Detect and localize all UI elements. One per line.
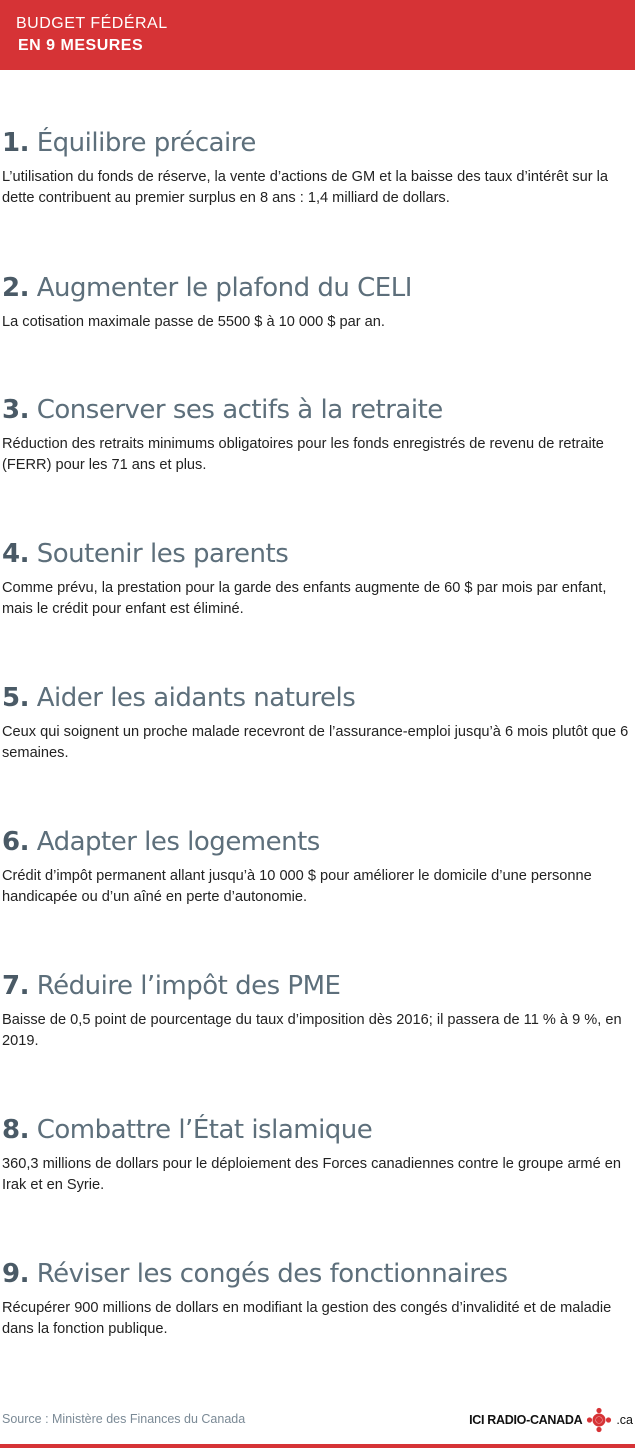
header-subtitle: EN 9 MESURES xyxy=(18,37,144,54)
measure-item-1 xyxy=(2,128,630,209)
measure-title xyxy=(2,128,630,158)
measure-number: 9. xyxy=(2,1259,29,1289)
source-note: Source : Ministère des Finances du Canada xyxy=(2,1412,246,1426)
measure-item-6 xyxy=(2,827,630,908)
header-banner xyxy=(0,0,635,70)
measure-item-3 xyxy=(2,395,630,476)
measure-title-text: Soutenir les parents xyxy=(36,539,289,569)
header-title: BUDGET FÉDÉRAL xyxy=(16,15,168,32)
logo-text: ICI RADIO-CANADA xyxy=(469,1413,583,1427)
measure-description: Baisse de 0,5 point de pourcentage du taux d’imposition dès 2016; il passera de 11 % à 9 %, en 2019. xyxy=(2,1012,622,1049)
measure-title-text: Augmenter le plafond du CELI xyxy=(36,273,412,303)
measure-number: 5. xyxy=(2,683,29,713)
measure-description: Réduction des retraits minimums obligatoires pour les fonds enregistrés de revenu de retraite (FERR) pour les 71 ans et plus. xyxy=(2,436,604,473)
measure-item-9 xyxy=(2,1259,630,1340)
measure-item-2 xyxy=(2,273,630,333)
measure-number: 7. xyxy=(2,971,29,1001)
measure-description: Crédit d’impôt permanent allant jusqu’à 10 000 $ pour améliorer le domicile d’une personne handicapée ou d’un aîné en perte d’autonomie. xyxy=(2,868,592,905)
measure-description: Récupérer 900 millions de dollars en modifiant la gestion des congés d’invalidité et de maladie dans la fonction publique. xyxy=(2,1300,612,1337)
measure-title-text: Adapter les logements xyxy=(36,827,320,857)
measure-number: 4. xyxy=(2,539,29,569)
measure-title xyxy=(2,1259,630,1289)
measure-number: 2. xyxy=(2,273,29,303)
measure-title-text: Combattre l’État islamique xyxy=(36,1115,373,1145)
logo-suffix: .ca xyxy=(616,1413,633,1427)
measure-title xyxy=(2,539,630,569)
measure-title xyxy=(2,683,630,713)
measure-item-5 xyxy=(2,683,630,764)
radio-canada-gem-icon xyxy=(586,1407,612,1433)
measure-title xyxy=(2,1115,630,1145)
measure-item-7 xyxy=(2,971,630,1052)
measure-title-text: Équilibre précaire xyxy=(36,128,256,158)
measure-description: La cotisation maximale passe de 5500 $ à 10 000 $ par an. xyxy=(2,314,385,330)
bottom-divider xyxy=(0,1444,635,1448)
measure-title-text: Aider les aidants naturels xyxy=(36,683,356,713)
radio-canada-logo xyxy=(469,1406,633,1434)
measure-number: 3. xyxy=(2,395,29,425)
measure-item-8 xyxy=(2,1115,630,1196)
measure-number: 8. xyxy=(2,1115,29,1145)
measure-title xyxy=(2,395,630,425)
measure-number: 1. xyxy=(2,128,29,158)
measure-title xyxy=(2,971,630,1001)
measure-title-text: Réduire l’impôt des PME xyxy=(36,971,341,1001)
measure-item-4 xyxy=(2,539,630,620)
measure-title-text: Réviser les congés des fonctionnaires xyxy=(36,1259,508,1289)
measure-number: 6. xyxy=(2,827,29,857)
measure-description: 360,3 millions de dollars pour le déploiement des Forces canadiennes contre le groupe armé en Irak et en Syrie. xyxy=(2,1156,621,1193)
measure-description: L’utilisation du fonds de réserve, la vente d’actions de GM et la baisse des taux d’intérêt sur la dette contribuent au premier surplus en 8 ans : 1,4 milliard de dollars. xyxy=(2,169,608,206)
measure-title-text: Conserver ses actifs à la retraite xyxy=(36,395,443,425)
measure-description: Ceux qui soignent un proche malade recevront de l’assurance-emploi jusqu’à 6 mois plutôt que 6 semaines. xyxy=(2,724,629,761)
measure-title xyxy=(2,273,630,303)
measure-description: Comme prévu, la prestation pour la garde des enfants augmente de 60 $ par mois par enfant, mais le crédit pour enfant est éliminé. xyxy=(2,580,607,617)
measure-title xyxy=(2,827,630,857)
